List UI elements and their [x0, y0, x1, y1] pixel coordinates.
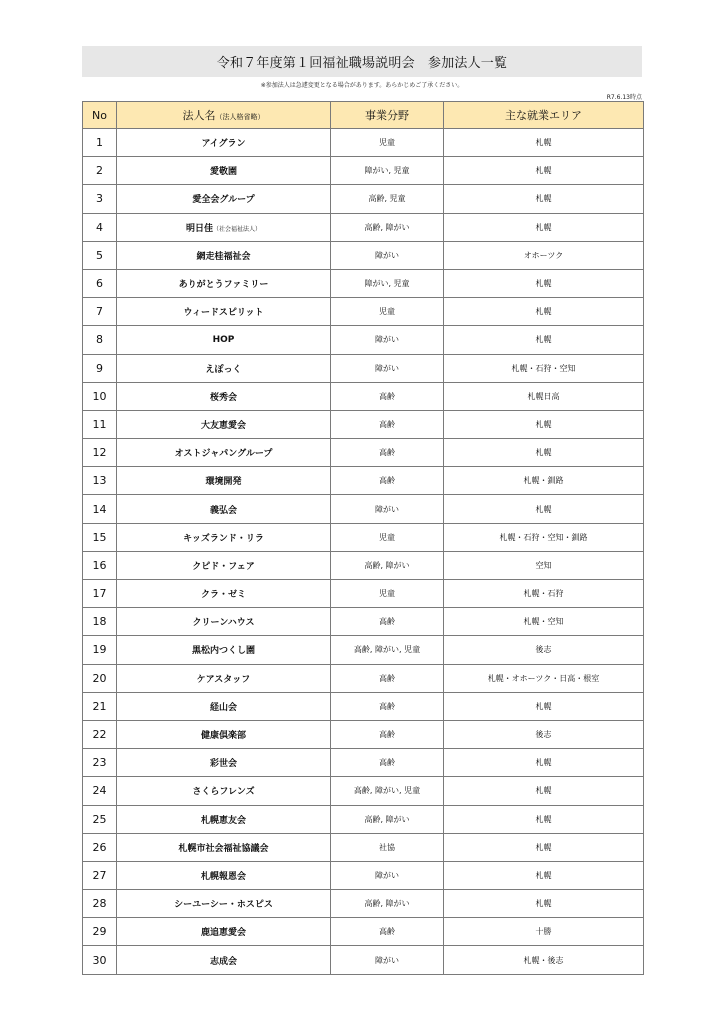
table-row — [83, 720, 644, 748]
corporation-name — [117, 298, 331, 326]
table-row — [83, 749, 644, 777]
table-row — [83, 326, 644, 354]
as-of-date: R7.6.13時点 — [606, 94, 642, 101]
business-field: 障がい — [331, 946, 444, 974]
business-field: 障がい, 児童 — [331, 269, 444, 297]
business-field: 児童 — [331, 580, 444, 608]
work-area: 札幌 — [444, 129, 644, 157]
table-row — [83, 833, 644, 861]
corporation-name — [117, 692, 331, 720]
work-area: 札幌 — [444, 157, 644, 185]
corporation-name-text: 鹿追恵愛会 — [200, 928, 246, 939]
corporation-name — [117, 636, 331, 664]
corporation-name — [117, 157, 331, 185]
table-row — [83, 213, 644, 241]
corporation-name-text: 経山会 — [209, 702, 237, 713]
work-area: 札幌 — [444, 185, 644, 213]
corporation-type-note: （社会福祉法人） — [213, 225, 262, 233]
business-field: 高齢, 障がい — [331, 890, 444, 918]
table-row — [83, 805, 644, 833]
table-row — [83, 692, 644, 720]
work-area: 空知 — [444, 551, 644, 579]
corporation-name — [117, 241, 331, 269]
corporation-name — [117, 608, 331, 636]
corporation-name-text: シーユーシー・ホスピス — [174, 900, 273, 911]
row-number: 4 — [83, 213, 117, 241]
business-field: 障がい — [331, 495, 444, 523]
corporation-name-text: クリーンハウス — [192, 618, 255, 629]
row-number: 22 — [83, 720, 117, 748]
corporation-name-text: 愛全会グループ — [192, 195, 255, 206]
row-number: 10 — [83, 382, 117, 410]
work-area: 札幌 — [444, 805, 644, 833]
row-number: 28 — [83, 890, 117, 918]
corporation-name-text: 大友恵愛会 — [200, 420, 246, 431]
header-name — [117, 102, 331, 129]
business-field: 高齢 — [331, 664, 444, 692]
corporation-name — [117, 805, 331, 833]
table-row — [83, 129, 644, 157]
corporation-name-text: 網走桂福祉会 — [196, 251, 251, 262]
row-number: 27 — [83, 861, 117, 889]
corporation-name-text: クラ・ゼミ — [200, 590, 246, 601]
participant-table — [82, 101, 644, 975]
corporation-name-text: ウィードスピリット — [183, 308, 264, 319]
row-number: 13 — [83, 467, 117, 495]
row-number: 8 — [83, 326, 117, 354]
corporation-name-text: 札幌市社会福祉協議会 — [178, 843, 269, 854]
work-area: 十勝 — [444, 918, 644, 946]
corporation-name — [117, 354, 331, 382]
business-field: 高齢 — [331, 720, 444, 748]
table-row — [83, 269, 644, 297]
work-area: 札幌・石狩・空知・釧路 — [444, 523, 644, 551]
corporation-name-text: オストジャパングループ — [174, 449, 273, 460]
corporation-name-text: 桜秀会 — [209, 392, 237, 403]
business-field: 児童 — [331, 298, 444, 326]
corporation-name — [117, 495, 331, 523]
business-field: 高齢, 障がい — [331, 805, 444, 833]
row-number: 16 — [83, 551, 117, 579]
business-field: 高齢 — [331, 410, 444, 438]
work-area: 札幌・釧路 — [444, 467, 644, 495]
corporation-name — [117, 861, 331, 889]
business-field: 高齢 — [331, 439, 444, 467]
work-area: 札幌 — [444, 410, 644, 438]
table-row — [83, 580, 644, 608]
row-number: 20 — [83, 664, 117, 692]
business-field: 高齢, 障がい — [331, 213, 444, 241]
business-field: 高齢, 障がい, 児童 — [331, 777, 444, 805]
business-field: 高齢 — [331, 467, 444, 495]
corporation-name — [117, 777, 331, 805]
corporation-name — [117, 439, 331, 467]
row-number: 30 — [83, 946, 117, 974]
table-row — [83, 382, 644, 410]
corporation-name-text: 愛敬園 — [209, 167, 237, 178]
corporation-name — [117, 382, 331, 410]
corporation-name-text: ありがとうファミリー — [178, 280, 269, 291]
page-title: 令和７年度第１回福祉職場説明会 参加法人一覧 — [82, 46, 642, 77]
corporation-name — [117, 326, 331, 354]
business-field: 障がい — [331, 326, 444, 354]
work-area: 札幌 — [444, 269, 644, 297]
corporation-name — [117, 213, 331, 241]
corporation-name-text: HOP — [212, 334, 235, 345]
business-field: 高齢 — [331, 749, 444, 777]
work-area: 札幌・石狩 — [444, 580, 644, 608]
table-row — [83, 918, 644, 946]
business-field: 高齢, 障がい — [331, 551, 444, 579]
work-area: 札幌 — [444, 890, 644, 918]
corporation-name-text: えぽっく — [205, 364, 242, 375]
corporation-name — [117, 946, 331, 974]
corporation-name-text: クピド・フェア — [192, 561, 255, 572]
business-field: 高齢 — [331, 692, 444, 720]
work-area: 札幌 — [444, 326, 644, 354]
table-row — [83, 551, 644, 579]
table-row — [83, 636, 644, 664]
table-row — [83, 495, 644, 523]
row-number: 19 — [83, 636, 117, 664]
corporation-name — [117, 664, 331, 692]
header-name-label: 法人名 — [182, 109, 216, 122]
work-area: 札幌・空知 — [444, 608, 644, 636]
business-field: 障がい, 児童 — [331, 157, 444, 185]
corporation-name-text: 札幌恵友会 — [200, 815, 246, 826]
row-number: 23 — [83, 749, 117, 777]
corporation-name — [117, 467, 331, 495]
work-area: 札幌 — [444, 749, 644, 777]
work-area: 札幌 — [444, 861, 644, 889]
header-area: 主な就業エリア — [444, 102, 644, 129]
table-row — [83, 523, 644, 551]
business-field: 高齢 — [331, 918, 444, 946]
work-area: 後志 — [444, 720, 644, 748]
business-field: 高齢 — [331, 382, 444, 410]
header-name-sub: （法人格省略） — [215, 113, 265, 121]
row-number: 1 — [83, 129, 117, 157]
row-number: 6 — [83, 269, 117, 297]
table-row — [83, 185, 644, 213]
table-row — [83, 861, 644, 889]
row-number: 2 — [83, 157, 117, 185]
corporation-name-text: キッズランド・リラ — [183, 533, 264, 544]
business-field: 障がい — [331, 241, 444, 269]
corporation-name-text: ケアスタッフ — [196, 674, 251, 685]
row-number: 5 — [83, 241, 117, 269]
business-field: 高齢, 障がい, 児童 — [331, 636, 444, 664]
work-area: 札幌・オホーツク・日高・根室 — [444, 664, 644, 692]
work-area: 札幌 — [444, 777, 644, 805]
corporation-name-text: 明日佳 — [185, 223, 213, 234]
row-number: 17 — [83, 580, 117, 608]
corporation-name-text: 環境開発 — [205, 477, 242, 488]
row-number: 3 — [83, 185, 117, 213]
corporation-name-text: アイグラン — [201, 139, 246, 150]
table-row — [83, 298, 644, 326]
corporation-name — [117, 749, 331, 777]
corporation-name-text: 志成会 — [209, 956, 237, 967]
corporation-name — [117, 720, 331, 748]
business-field: 社協 — [331, 833, 444, 861]
table-row — [83, 777, 644, 805]
business-field: 障がい — [331, 861, 444, 889]
corporation-name — [117, 523, 331, 551]
table-row — [83, 608, 644, 636]
business-field: 障がい — [331, 354, 444, 382]
corporation-name — [117, 890, 331, 918]
corporation-name — [117, 551, 331, 579]
disclaimer-note: ※参加法人は急遽変更となる場合があります。あらかじめご了承ください。 — [260, 82, 464, 89]
corporation-name — [117, 410, 331, 438]
work-area: オホーツク — [444, 241, 644, 269]
row-number: 24 — [83, 777, 117, 805]
row-number: 9 — [83, 354, 117, 382]
row-number: 15 — [83, 523, 117, 551]
corporation-name — [117, 185, 331, 213]
business-field: 児童 — [331, 129, 444, 157]
work-area: 札幌 — [444, 495, 644, 523]
row-number: 12 — [83, 439, 117, 467]
table-row — [83, 439, 644, 467]
row-number: 29 — [83, 918, 117, 946]
work-area: 札幌 — [444, 213, 644, 241]
row-number: 7 — [83, 298, 117, 326]
work-area: 後志 — [444, 636, 644, 664]
corporation-name-text: 黒松内つくし園 — [191, 646, 255, 657]
corporation-name — [117, 580, 331, 608]
table-row — [83, 354, 644, 382]
table-row — [83, 664, 644, 692]
corporation-name-text: 義弘会 — [209, 505, 237, 516]
header-no: No — [83, 102, 117, 129]
corporation-name — [117, 918, 331, 946]
business-field: 児童 — [331, 523, 444, 551]
corporation-name-text: 健康倶楽部 — [200, 731, 246, 742]
row-number: 18 — [83, 608, 117, 636]
corporation-name-text: 札幌報恩会 — [200, 871, 246, 882]
table-header-row — [83, 102, 644, 129]
row-number: 26 — [83, 833, 117, 861]
table-row — [83, 410, 644, 438]
corporation-name-text: さくらフレンズ — [192, 787, 255, 798]
work-area: 札幌日高 — [444, 382, 644, 410]
table-row — [83, 241, 644, 269]
work-area: 札幌 — [444, 439, 644, 467]
header-field: 事業分野 — [331, 102, 444, 129]
table-row — [83, 467, 644, 495]
table-row — [83, 157, 644, 185]
row-number: 11 — [83, 410, 117, 438]
business-field: 高齢 — [331, 608, 444, 636]
corporation-name — [117, 129, 331, 157]
work-area: 札幌 — [444, 298, 644, 326]
table-row — [83, 890, 644, 918]
corporation-name-text: 彩世会 — [209, 759, 237, 770]
row-number: 14 — [83, 495, 117, 523]
row-number: 21 — [83, 692, 117, 720]
corporation-name — [117, 269, 331, 297]
row-number: 25 — [83, 805, 117, 833]
corporation-name — [117, 833, 331, 861]
work-area: 札幌 — [444, 833, 644, 861]
table-row — [83, 946, 644, 974]
work-area: 札幌・後志 — [444, 946, 644, 974]
work-area: 札幌 — [444, 692, 644, 720]
work-area: 札幌・石狩・空知 — [444, 354, 644, 382]
business-field: 高齢, 児童 — [331, 185, 444, 213]
